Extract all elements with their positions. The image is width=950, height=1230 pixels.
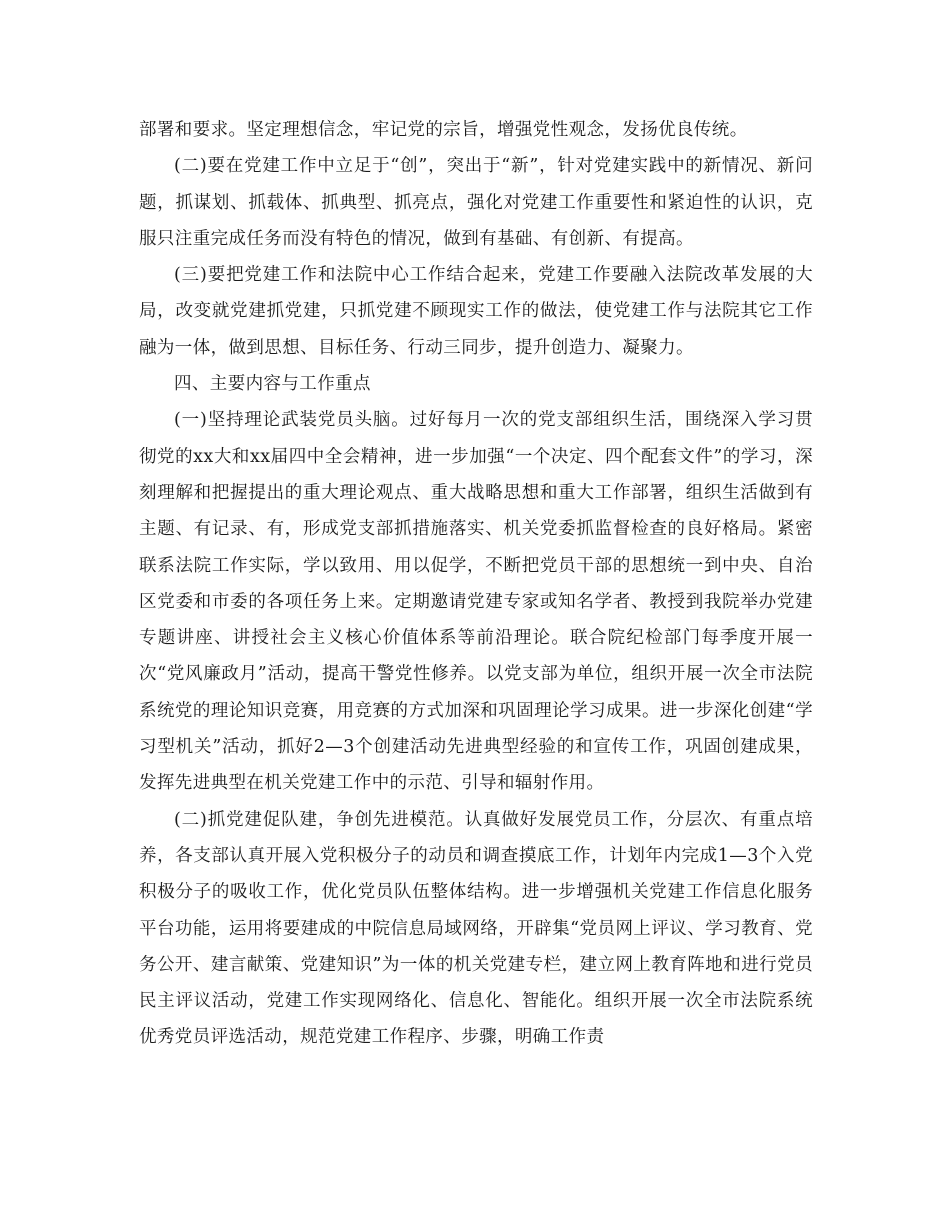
paragraph-theory-study: (一)坚持理论武装党员头脑。过好每月一次的党支部组织生活，围绕深入学习贯彻党的xx大和xx届四中全会精神，进一步加强“一个决定、四个配套文件”的学习，深刻理解和把握提出的重大理论观点、重大战略思想和重大工作部署，组织生活做到有主题、有记录、有，形成党支部抓措施落实、机关党委抓监督检查的良好格局。紧密联系法院工作实际，学以致用、用以促学，不断把党员干部的思想统一到中央、自治区党委和市委的各项任务上来。定期邀请党建专家或知名学者、教授到我院举办党建专题讲座、讲授社会主义核心价值体系等前沿理论。联合院纪检部门每季度开展一次“党风廉政月”活动，提高干警党性修养。以党支部为单位，组织开展一次全市法院系统党的理论知识竞赛，用竞赛的方式加深和巩固理论学习成果。进一步深化创建“学习型机关”活动，抓好2—3个创建活动先进典型经验的和宣传工作，巩固创建成果，发挥先进典型在机关党建工作中的示范、引导和辐射作用。: [139, 410, 813, 794]
document-body: [139, 112, 813, 1056]
section-heading: 四、主要内容与工作重点: [174, 374, 371, 395]
paragraph-item-3: (三)要把党建工作和法院中心工作结合起来，党建工作要融入法院改革发展的大局，改变就党建抓党建，只抓党建不顾现实工作的做法，使党建工作与法院其它工作融为一体，做到思想、目标任务、行动三同步，提升创造力、凝聚力。: [139, 265, 813, 358]
paragraph-item-2: (二)要在党建工作中立足于“创”，突出于“新”，针对党建实践中的新情况、新问题，抓谋划、抓载体、抓典型、抓亮点，强化对党建工作重要性和紧迫性的认识，克服只注重完成任务而没有特色的情况，做到有基础、有创新、有提高。: [139, 156, 813, 249]
paragraph-team-building: (二)抓党建促队建，争创先进模范。认真做好发展党员工作，分层次、有重点培养，各支部认真开展入党积极分子的动员和调查摸底工作，计划年内完成1—3个入党积极分子的吸收工作，优化党员队伍整体结构。进一步增强机关党建工作信息化服务平台功能，运用将要建成的中院信息局域网络，开辟集“党员网上评议、学习教育、党务公开、建言献策、党建知识”为一体的机关党建专栏，建立网上教育阵地和进行党员民主评议活动，党建工作实现网络化、信息化、智能化。组织开展一次全市法院系统优秀党员评选活动，规范党建工作程序、步骤，明确工作责: [139, 809, 813, 1048]
paragraph-continuation: 部署和要求。坚定理想信念，牢记党的宗旨，增强党性观念，发扬优良传统。: [139, 120, 748, 140]
